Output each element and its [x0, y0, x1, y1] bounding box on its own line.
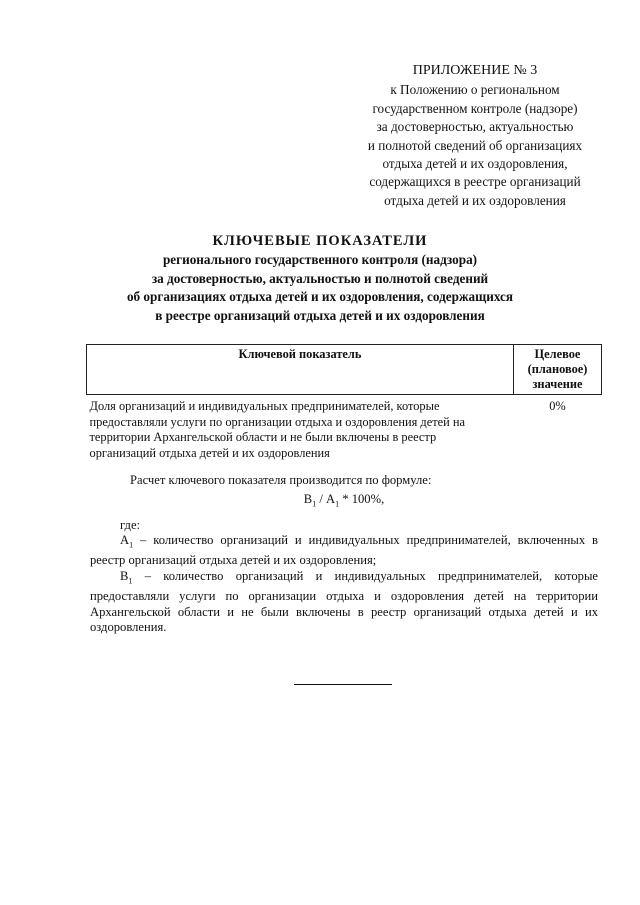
appendix-line: государственном контроле (надзоре) [372, 100, 578, 116]
calculation-section [90, 473, 598, 636]
title-line: в реестре организаций отдыха детей и их оздоровления [155, 307, 485, 323]
title-line: регионального государственного контроля (надзора) [162, 252, 478, 267]
header-target [514, 345, 602, 395]
definition-symbol: А [120, 533, 130, 548]
header-target-line: (плановое) [527, 362, 588, 376]
appendix-block [330, 62, 620, 210]
closing-rule [294, 684, 392, 685]
table-header-row [87, 345, 602, 395]
definition-b [90, 569, 598, 636]
table-row [87, 395, 602, 462]
indicator-line: предоставляли услуги по организации отдыха и оздоровления детей на [89, 414, 465, 429]
definition-sub: 1 [129, 540, 134, 550]
document-title [60, 232, 580, 325]
formula-a: А [325, 491, 336, 506]
title-line: об организациях отдыха детей и их оздоровления, содержащихся [126, 289, 514, 304]
title-main: КЛЮЧЕВЫЕ ПОКАЗАТЕЛИ [212, 233, 428, 249]
where-label: где: [120, 517, 141, 532]
definition-a [90, 533, 598, 569]
definition-text: – количество организаций и индивидуальных предпринимателей, которые предоставляли услуги по организации отдыха и оздоровления детей на территории Архангельской области и не были включены в реестр организаций отдыха детей и их оздоровления. [90, 569, 598, 635]
definition-text: – количество организаций и индивидуальных предпринимателей, включенных в реестр организаций отдыха детей и их оздоровления; [90, 533, 598, 568]
header-target-line: Целевое [534, 347, 581, 361]
header-target-line: значение [532, 377, 583, 391]
appendix-line: за достоверностью, актуальностью [376, 119, 574, 135]
appendix-line: содержащихся в реестре организаций [369, 174, 581, 190]
formula-sub: 1 [312, 499, 317, 509]
formula-rest: * 100%, [339, 491, 385, 506]
appendix-line: отдыха детей и их оздоровления, [382, 156, 568, 172]
formula-b: В [303, 491, 313, 506]
appendix-line: к Положению о региональном [390, 82, 560, 98]
calculation-intro: Расчет ключевого показателя производится по формуле: [130, 473, 432, 487]
kpi-table [86, 344, 602, 461]
title-line: за достоверностью, актуальностью и полнотой сведений [151, 270, 489, 286]
definition-sub: 1 [128, 576, 133, 586]
indicator-cell [87, 395, 514, 462]
indicator-line: организаций отдыха детей и их оздоровления [89, 445, 330, 460]
formula-sub: 1 [335, 499, 340, 509]
formula: $В_1 / А_1 * 100\%$, [303, 491, 385, 509]
indicator-line: Доля организаций и индивидуальных предпринимателей, которые [89, 399, 440, 413]
definition-symbol: В [120, 569, 129, 583]
appendix-heading: ПРИЛОЖЕНИЕ № 3 [412, 63, 538, 78]
target-value-cell: 0% [549, 399, 566, 413]
header-indicator: Ключевой показатель [87, 345, 514, 395]
indicator-line: территории Архангельской области и не были включены в реестр [89, 430, 437, 444]
appendix-line: отдыха детей и их оздоровления [384, 192, 566, 208]
appendix-line: и полнотой сведений об организациях [367, 137, 583, 153]
